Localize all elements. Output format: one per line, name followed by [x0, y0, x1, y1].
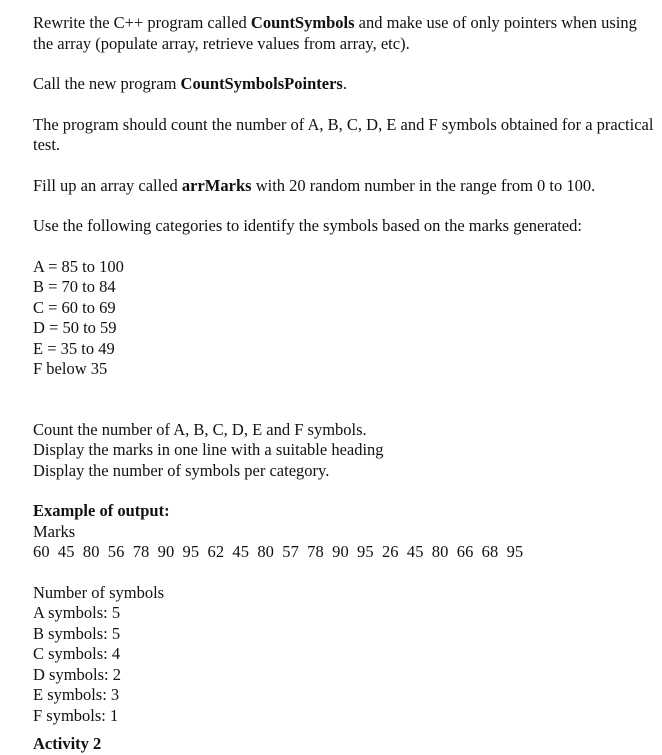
- marks-label: Marks: [33, 521, 76, 541]
- category-item: D = 50 to 59: [33, 318, 117, 337]
- symbol-count-item: D symbols: 2: [33, 664, 122, 684]
- category-item: C = 60 to 69: [33, 297, 116, 317]
- new-program-name: CountSymbolsPointers: [180, 74, 343, 93]
- array-name: arrMarks: [181, 175, 252, 195]
- category-item: E = 35 to 49: [33, 338, 115, 358]
- example-output: [33, 501, 655, 563]
- symbol-count-item: B symbols: 5: [33, 623, 121, 643]
- next-section-heading: Activity 2: [33, 734, 102, 753]
- symbol-count-item: E symbols: 3: [33, 685, 120, 704]
- category-item: A = 85 to 100: [33, 256, 124, 276]
- category-list: [33, 257, 655, 380]
- marks-values: 60 45 80 56 78 90 95 62 45 80 57 78 90 95 26 45 80 66 68 95: [33, 542, 524, 561]
- new-program-instruction: Call the new program CountSymbolsPointers.: [33, 74, 347, 93]
- count-instruction: The program should count the number of A, B, C, D, E and F symbols obtained for a practical test.: [33, 114, 654, 154]
- example-heading: Example of output:: [33, 501, 170, 520]
- document-body: [33, 13, 655, 726]
- symbol-count-item: A symbols: 5: [33, 603, 121, 622]
- symbols-heading: Number of symbols: [33, 582, 165, 602]
- category-item: B = 70 to 84: [33, 277, 116, 296]
- symbol-count-item: F symbols: 1: [33, 705, 119, 725]
- task-item: Display the marks in one line with a suitable heading: [33, 440, 384, 459]
- task-list: [33, 420, 655, 482]
- program-name: CountSymbols: [250, 13, 355, 32]
- fill-array-instruction: Fill up an array called arrMarks with 20 random number in the range from 0 to 100.: [33, 175, 596, 195]
- task-item: Count the number of A, B, C, D, E and F symbols.: [33, 419, 367, 439]
- category-item: F below 35: [33, 359, 108, 378]
- symbol-count-item: C symbols: 4: [33, 644, 121, 663]
- rewrite-instruction: Rewrite the C++ program called CountSymbols and make use of only pointers when using the array (populate array, retrieve values from array, etc).: [33, 13, 637, 53]
- categories-intro: Use the following categories to identify the symbols based on the marks generated:: [33, 216, 582, 235]
- symbol-counts: [33, 583, 655, 727]
- task-item: Display the number of symbols per category.: [33, 460, 330, 480]
